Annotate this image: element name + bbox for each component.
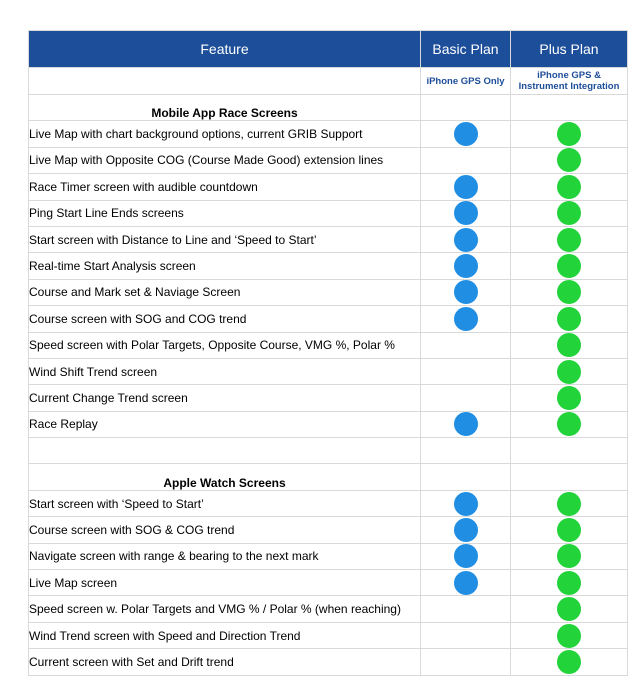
basic-plan-included-dot-icon bbox=[454, 412, 478, 436]
plus-plan-included-dot-icon bbox=[557, 492, 581, 516]
blank-row bbox=[29, 438, 628, 464]
basic-plan-cell bbox=[421, 517, 511, 543]
feature-row bbox=[29, 332, 628, 358]
basic-plan-cell bbox=[421, 200, 511, 226]
feature-row bbox=[29, 147, 628, 173]
section-header-row bbox=[29, 95, 628, 121]
feature-row bbox=[29, 226, 628, 252]
plus-plan-cell bbox=[511, 253, 628, 279]
feature-row bbox=[29, 543, 628, 569]
section-title: Mobile App Race Screens bbox=[29, 95, 421, 121]
feature-label: Current screen with Set and Drift trend bbox=[29, 649, 421, 675]
table-body bbox=[29, 95, 628, 676]
plus-plan-cell bbox=[511, 306, 628, 332]
plus-plan-cell bbox=[511, 226, 628, 252]
feature-row bbox=[29, 570, 628, 596]
feature-label: Live Map with chart background options, current GRIB Support bbox=[29, 121, 421, 147]
basic-plan-cell bbox=[421, 253, 511, 279]
feature-label: Course screen with SOG and COG trend bbox=[29, 306, 421, 332]
feature-label: Speed screen with Polar Targets, Opposite Course, VMG %, Polar % bbox=[29, 332, 421, 358]
basic-plan-cell bbox=[421, 596, 511, 622]
section-title: Apple Watch Screens bbox=[29, 464, 421, 490]
plus-plan-cell bbox=[511, 490, 628, 516]
basic-plan-included-dot-icon bbox=[454, 175, 478, 199]
plus-plan-included-dot-icon bbox=[557, 148, 581, 172]
plus-plan-cell bbox=[511, 279, 628, 305]
feature-label: Start screen with Distance to Line and ‘Speed to Start’ bbox=[29, 226, 421, 252]
feature-row bbox=[29, 253, 628, 279]
basic-plan-subtitle-text: iPhone GPS Only bbox=[426, 75, 505, 87]
feature-label: Live Map screen bbox=[29, 570, 421, 596]
feature-label: Wind Trend screen with Speed and Direction Trend bbox=[29, 622, 421, 648]
plus-plan-cell bbox=[511, 358, 628, 384]
plus-plan-cell bbox=[511, 147, 628, 173]
plus-plan-subtitle-line1: iPhone GPS & bbox=[537, 70, 601, 81]
empty-cell bbox=[29, 438, 421, 464]
plus-plan-included-dot-icon bbox=[557, 307, 581, 331]
empty-cell bbox=[511, 464, 628, 490]
basic-plan-cell bbox=[421, 279, 511, 305]
plus-plan-cell bbox=[511, 517, 628, 543]
feature-label: Wind Shift Trend screen bbox=[29, 358, 421, 384]
feature-row bbox=[29, 279, 628, 305]
feature-row bbox=[29, 490, 628, 516]
basic-plan-included-dot-icon bbox=[454, 122, 478, 146]
feature-label: Race Timer screen with audible countdown bbox=[29, 174, 421, 200]
basic-plan-included-dot-icon bbox=[454, 228, 478, 252]
feature-row bbox=[29, 358, 628, 384]
feature-row bbox=[29, 385, 628, 411]
plus-plan-included-dot-icon bbox=[557, 333, 581, 357]
feature-row bbox=[29, 596, 628, 622]
feature-row bbox=[29, 121, 628, 147]
plus-plan-included-dot-icon bbox=[557, 175, 581, 199]
plus-plan-included-dot-icon bbox=[557, 544, 581, 568]
plus-plan-included-dot-icon bbox=[557, 254, 581, 278]
plus-plan-cell bbox=[511, 622, 628, 648]
basic-plan-cell bbox=[421, 121, 511, 147]
basic-plan-cell bbox=[421, 332, 511, 358]
plus-plan-included-dot-icon bbox=[557, 386, 581, 410]
empty-cell bbox=[511, 95, 628, 121]
basic-plan-column-header: Basic Plan bbox=[421, 31, 511, 68]
plus-plan-included-dot-icon bbox=[557, 597, 581, 621]
basic-plan-cell bbox=[421, 147, 511, 173]
plus-plan-included-dot-icon bbox=[557, 518, 581, 542]
plus-plan-cell bbox=[511, 332, 628, 358]
plus-plan-cell bbox=[511, 174, 628, 200]
basic-plan-cell bbox=[421, 226, 511, 252]
plus-plan-cell bbox=[511, 411, 628, 437]
basic-plan-included-dot-icon bbox=[454, 201, 478, 225]
plus-plan-subtitle bbox=[511, 68, 628, 95]
plus-plan-cell bbox=[511, 121, 628, 147]
basic-plan-cell bbox=[421, 543, 511, 569]
basic-plan-included-dot-icon bbox=[454, 307, 478, 331]
basic-plan-cell bbox=[421, 174, 511, 200]
plus-plan-subtitle-line2: Instrument Integration bbox=[518, 81, 620, 92]
feature-label: Race Replay bbox=[29, 411, 421, 437]
plus-plan-included-dot-icon bbox=[557, 624, 581, 648]
plus-plan-cell bbox=[511, 649, 628, 675]
basic-plan-included-dot-icon bbox=[454, 518, 478, 542]
plus-plan-included-dot-icon bbox=[557, 412, 581, 436]
plus-plan-included-dot-icon bbox=[557, 650, 581, 674]
basic-plan-included-dot-icon bbox=[454, 492, 478, 516]
empty-cell bbox=[421, 464, 511, 490]
feature-row bbox=[29, 174, 628, 200]
feature-label: Ping Start Line Ends screens bbox=[29, 200, 421, 226]
basic-plan-included-dot-icon bbox=[454, 280, 478, 304]
basic-plan-included-dot-icon bbox=[454, 254, 478, 278]
empty-cell bbox=[421, 438, 511, 464]
plus-plan-included-dot-icon bbox=[557, 280, 581, 304]
plus-plan-included-dot-icon bbox=[557, 360, 581, 384]
feature-row bbox=[29, 622, 628, 648]
plus-plan-cell bbox=[511, 385, 628, 411]
plus-plan-included-dot-icon bbox=[557, 201, 581, 225]
basic-plan-included-dot-icon bbox=[454, 544, 478, 568]
basic-plan-cell bbox=[421, 570, 511, 596]
basic-plan-subtitle bbox=[421, 68, 511, 95]
plus-plan-included-dot-icon bbox=[557, 228, 581, 252]
basic-plan-cell bbox=[421, 385, 511, 411]
feature-row bbox=[29, 200, 628, 226]
feature-row bbox=[29, 411, 628, 437]
feature-label: Current Change Trend screen bbox=[29, 385, 421, 411]
subheader-empty-cell bbox=[29, 68, 421, 95]
plus-plan-included-dot-icon bbox=[557, 122, 581, 146]
header-row bbox=[29, 31, 628, 68]
plus-plan-cell bbox=[511, 596, 628, 622]
feature-row bbox=[29, 517, 628, 543]
feature-row bbox=[29, 649, 628, 675]
feature-label: Speed screen w. Polar Targets and VMG % / Polar % (when reaching) bbox=[29, 596, 421, 622]
basic-plan-included-dot-icon bbox=[454, 571, 478, 595]
feature-label: Course screen with SOG & COG trend bbox=[29, 517, 421, 543]
empty-cell bbox=[421, 95, 511, 121]
feature-label: Start screen with ‘Speed to Start’ bbox=[29, 490, 421, 516]
feature-column-header: Feature bbox=[29, 31, 421, 68]
subheader-row bbox=[29, 68, 628, 95]
section-header-row bbox=[29, 464, 628, 490]
plus-plan-column-header: Plus Plan bbox=[511, 31, 628, 68]
plus-plan-included-dot-icon bbox=[557, 571, 581, 595]
basic-plan-cell bbox=[421, 306, 511, 332]
plan-comparison-table bbox=[28, 30, 628, 676]
feature-label: Course and Mark set & Naviage Screen bbox=[29, 279, 421, 305]
feature-row bbox=[29, 306, 628, 332]
feature-label: Navigate screen with range & bearing to the next mark bbox=[29, 543, 421, 569]
basic-plan-cell bbox=[421, 411, 511, 437]
feature-label: Real-time Start Analysis screen bbox=[29, 253, 421, 279]
basic-plan-cell bbox=[421, 622, 511, 648]
feature-label: Live Map with Opposite COG (Course Made Good) extension lines bbox=[29, 147, 421, 173]
plus-plan-cell bbox=[511, 543, 628, 569]
basic-plan-cell bbox=[421, 358, 511, 384]
plus-plan-cell bbox=[511, 570, 628, 596]
plus-plan-cell bbox=[511, 200, 628, 226]
empty-cell bbox=[511, 438, 628, 464]
basic-plan-cell bbox=[421, 649, 511, 675]
basic-plan-cell bbox=[421, 490, 511, 516]
